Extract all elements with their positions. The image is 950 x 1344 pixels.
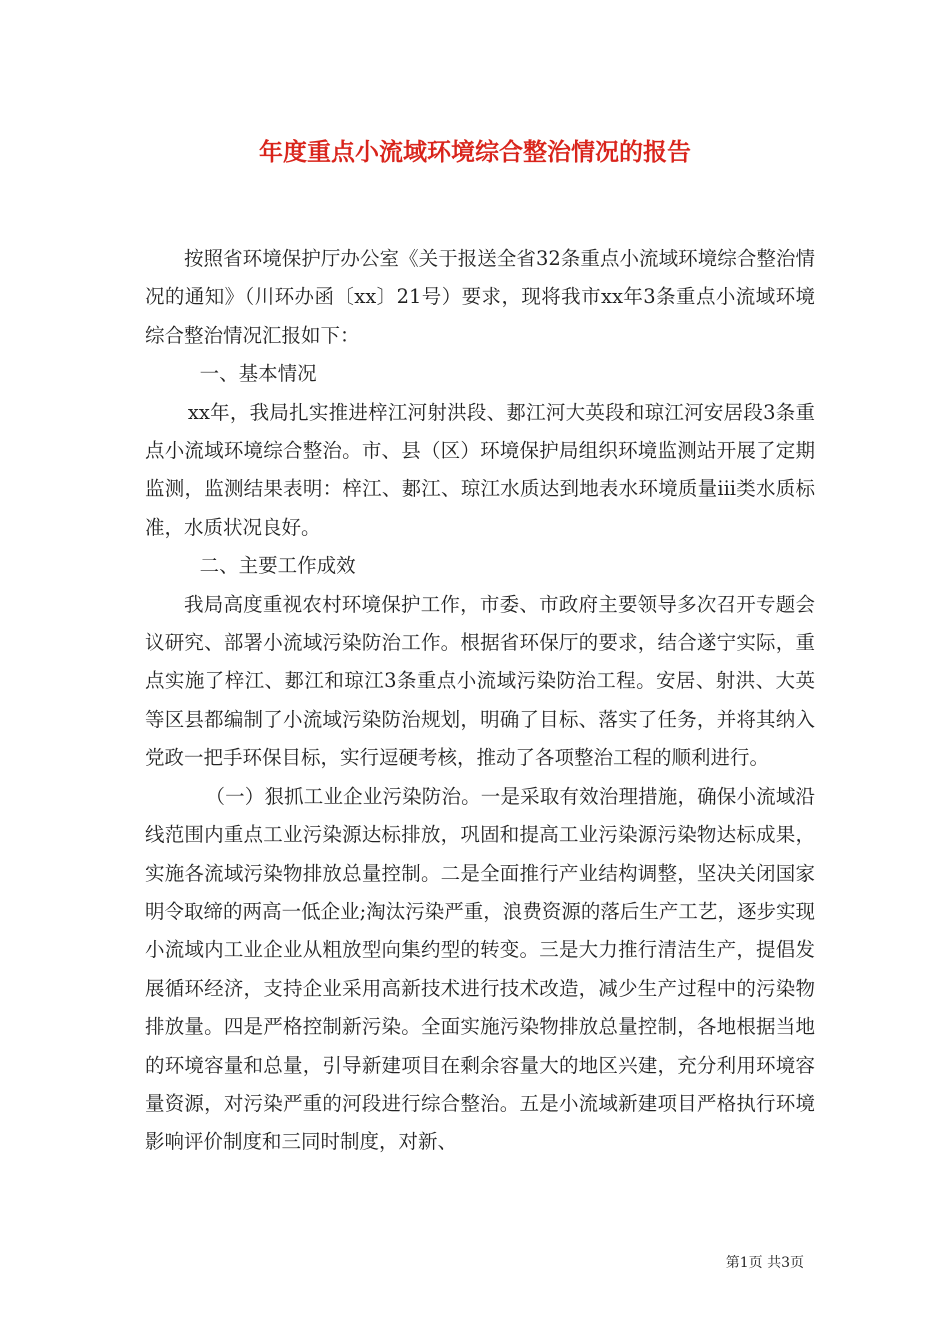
results-paragraph: 我局高度重视农村环境保护工作，市委、市政府主要领导多次召开专题会议研究、部署小流域污染防治工作。根据省环保厅的要求，结合遂宁实际，重点实施了梓江、郪江和琼江3条重点小流域污染防治工程。安居、射洪、大英等区县都编制了小流域污染防治规划，明确了目标、落实了任务，并将其纳入党政一把手环保目标，实行逗硬考核，推动了各项整治工程的顺利进行。 (145, 592, 815, 770)
section-heading-results: 二、主要工作成效 (199, 554, 356, 578)
document-body (145, 240, 815, 1162)
basic-situation-paragraph: xx年，我局扎实推进梓江河射洪段、郪江河大英段和琼江河安居段3条重点小流域环境综合整治。市、县（区）环境保护局组织环境监测站开展了定期监测，监测结果表明：梓江、郪江、琼江水质达到地表水环境质量iii类水质标准，水质状况良好。 (145, 400, 815, 539)
document-title: 年度重点小流域环境综合整治情况的报告 (259, 137, 691, 166)
intro-paragraph: 按照省环境保护厅办公室《关于报送全省32条重点小流域环境综合整治情况的通知》（川环办函〔xx〕21号）要求，现将我市xx年3条重点小流域环境综合整治情况汇报如下： (145, 247, 815, 347)
section-heading-basic: 一、基本情况 (199, 362, 317, 386)
page-number-footer: 第1页 共3页 (725, 1255, 804, 1271)
industrial-pollution-paragraph: （一）狠抓工业企业污染防治。一是采取有效治理措施，确保小流域沿线范围内重点工业污染源达标排放，巩固和提高工业污染源污染物达标成果，实施各流域污染物排放总量控制。二是全面推行产业结构调整，坚决关闭国家明令取缔的两高一低企业;淘汰污染严重，浪费资源的落后生产工艺，逐步实现小流域内工业企业从粗放型向集约型的转变。三是大力推行清洁生产，提倡发展循环经济，支持企业采用高新技术进行技术改造，减少生产过程中的污染物排放量。四是严格控制新污染。全面实施污染物排放总量控制，各地根据当地的环境容量和总量，引导新建项目在剩余容量大的地区兴建，充分利用环境容量资源，对污染严重的河段进行综合整治。五是小流域新建项目严格执行环境影响评价制度和三同时制度，对新、 (145, 784, 815, 1154)
